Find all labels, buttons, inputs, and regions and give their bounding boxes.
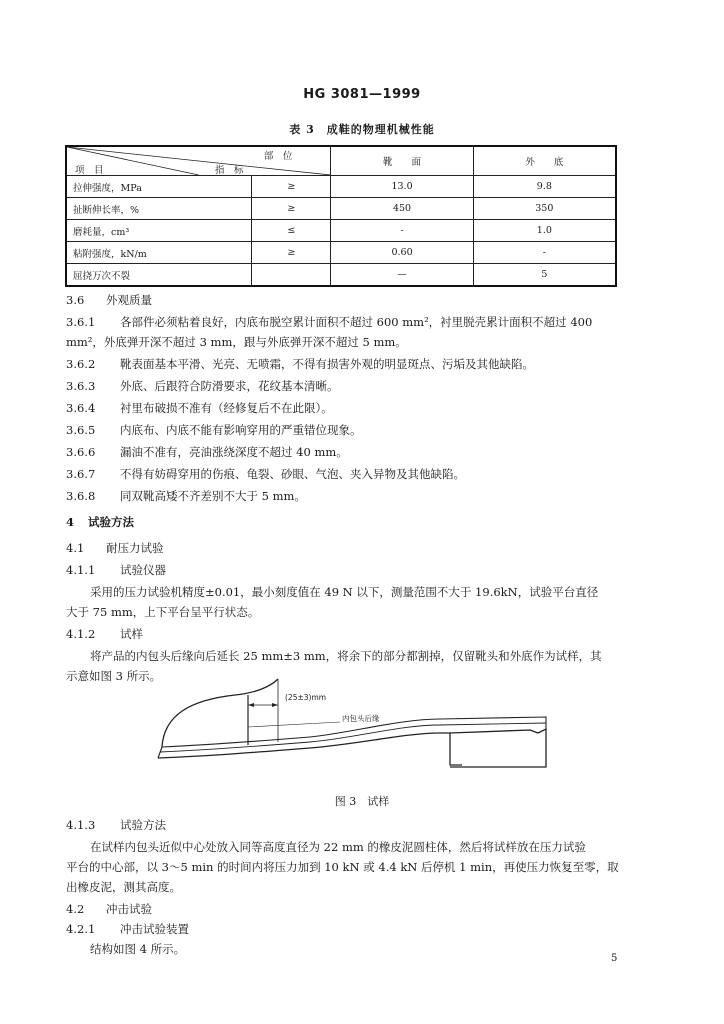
clause-3-6-1-cont: mm²，外底弹开深不超过 3 mm，跟与外底弹开深不超过 5 mm。 bbox=[66, 335, 407, 349]
section-number: 4.2.1 bbox=[66, 922, 96, 936]
table-row bbox=[66, 220, 616, 242]
section-title: 试验方法 bbox=[120, 818, 166, 832]
boot-specimen-drawing bbox=[150, 675, 570, 780]
para-4-1-3-line2: 平台的中心部，以 3～5 min 的时间内将压力加到 10 kN 或 4.4 kN 后停机 1 min，再使压力恢复至零，取 bbox=[66, 860, 619, 874]
para-4-1-1-line1: 采用的压力试验机精度±0.01，最小刻度值在 49 N 以下，测量范围不大于 19.6kN，试验平台直径 bbox=[90, 585, 599, 599]
clause-3-6-2 bbox=[66, 354, 534, 374]
page-header: HG 3081—1999 bbox=[303, 87, 421, 102]
clause-3-6-7 bbox=[66, 464, 465, 484]
corner-label-xiangmu: 项 目 bbox=[75, 165, 104, 176]
row-upper-value: 450 bbox=[331, 198, 473, 220]
clause-number: 3.6.6 bbox=[66, 445, 96, 459]
sole-bottom-line bbox=[158, 733, 462, 765]
col-header-upper: 靴 面 bbox=[331, 146, 473, 176]
clause-3-6-3 bbox=[66, 376, 339, 396]
section-4-1-3 bbox=[66, 815, 166, 835]
section-4-1-2 bbox=[66, 624, 143, 644]
clause-number: 3.6.5 bbox=[66, 423, 96, 437]
section-title: 试验仪器 bbox=[120, 563, 166, 577]
section-4-2 bbox=[66, 899, 152, 919]
row-upper-value: 0.60 bbox=[331, 242, 473, 264]
row-symbol: ≥ bbox=[252, 198, 331, 220]
figure-3 bbox=[150, 675, 570, 780]
section-title: 冲击试验装置 bbox=[120, 922, 189, 936]
clause-text: 衬里布破损不准有（经修复后不在此限）。 bbox=[120, 401, 333, 415]
clause-text: 不得有妨碍穿用的伤痕、龟裂、砂眼、气泡、夹入异物及其他缺陷。 bbox=[120, 467, 465, 481]
clause-3-6-1 bbox=[66, 312, 592, 332]
label-leader bbox=[248, 722, 340, 727]
clause-text: 同双靴高矮不齐差别不大于 5 mm。 bbox=[120, 489, 306, 503]
clause-number: 3.6.3 bbox=[66, 379, 96, 393]
section-title: 冲击试验 bbox=[106, 902, 152, 916]
clause-number: 3.6.2 bbox=[66, 357, 96, 371]
row-upper-value: 13.0 bbox=[331, 176, 473, 198]
edge-label: 内包头后缘 bbox=[342, 714, 380, 723]
corner-label-zhibiao: 指 标 bbox=[215, 165, 244, 176]
clause-text: 内底布、内底不能有影响穿用的严重错位现象。 bbox=[120, 423, 362, 437]
row-sole-value: - bbox=[473, 242, 616, 264]
row-item: 拉伸强度，MPa bbox=[66, 176, 252, 198]
section-title: 外观质量 bbox=[106, 293, 152, 307]
section-title: 试验方法 bbox=[88, 515, 134, 529]
table-row bbox=[66, 176, 616, 198]
row-item: 扯断伸长率，% bbox=[66, 198, 252, 220]
table-header-row bbox=[66, 146, 616, 176]
col-header-sole: 外 底 bbox=[473, 146, 616, 176]
dimension-label: (25±3)mm bbox=[285, 693, 327, 702]
sole-mid-line bbox=[160, 723, 546, 752]
clause-text: 各部件必须粘着良好，内底布脱空累计面积不超过 600 mm²，衬里脱壳累计面积不超过 400 bbox=[120, 315, 593, 329]
row-item: 屈挠万次不裂 bbox=[66, 264, 252, 287]
row-symbol: ≤ bbox=[252, 220, 331, 242]
clause-3-6-4 bbox=[66, 398, 333, 418]
row-upper-value: — bbox=[331, 264, 473, 287]
row-sole-value: 5 bbox=[473, 264, 616, 287]
row-sole-value: 9.8 bbox=[473, 176, 616, 198]
toe-cap-outline bbox=[162, 679, 278, 747]
clause-text: 靴表面基本平滑、光亮、无喷霜，不得有损害外观的明显斑点、污垢及其他缺陷。 bbox=[120, 357, 534, 371]
section-number: 4.1.1 bbox=[66, 563, 96, 577]
section-3-6 bbox=[66, 290, 152, 310]
section-4-1-1 bbox=[66, 560, 166, 580]
table-corner-cell bbox=[66, 146, 331, 176]
para-4-1-2-line2: 示意如图 3 所示。 bbox=[66, 669, 162, 683]
clause-text: 外底、后跟符合防滑要求，花纹基本清晰。 bbox=[120, 379, 339, 393]
para-4-2-1: 结构如图 4 所示。 bbox=[90, 942, 186, 956]
clause-3-6-6 bbox=[66, 442, 348, 462]
figure-caption: 图 3 试样 bbox=[334, 795, 390, 808]
row-symbol bbox=[252, 264, 331, 287]
section-4-2-1 bbox=[66, 919, 189, 939]
row-item: 粘附强度，kN/m bbox=[66, 242, 252, 264]
section-4 bbox=[66, 512, 134, 532]
section-number: 4.1 bbox=[66, 541, 85, 555]
section-4-1 bbox=[66, 538, 164, 558]
para-4-1-3-line1: 在试样内包头近似中心处放入同等高度直径为 22 mm 的橡皮泥圆柱体，然后将试样放在压力试验 bbox=[90, 840, 586, 854]
heel-outline bbox=[450, 729, 546, 767]
section-number: 4 bbox=[66, 515, 75, 529]
row-symbol: ≥ bbox=[252, 242, 331, 264]
page-number: 5 bbox=[611, 953, 618, 964]
section-title: 试样 bbox=[120, 627, 143, 641]
sole-tip bbox=[158, 747, 162, 758]
section-number: 4.2 bbox=[66, 902, 85, 916]
section-number: 3.6 bbox=[66, 293, 85, 307]
clause-number: 3.6.8 bbox=[66, 489, 96, 503]
clause-3-6-5 bbox=[66, 420, 362, 440]
table-row bbox=[66, 264, 616, 287]
row-sole-value: 1.0 bbox=[473, 220, 616, 242]
para-4-1-1-line2: 大于 75 mm，上下平台呈平行状态。 bbox=[66, 605, 260, 619]
table-row bbox=[66, 198, 616, 220]
row-symbol: ≥ bbox=[252, 176, 331, 198]
clause-number: 3.6.1 bbox=[66, 315, 96, 329]
para-4-1-3-line3: 出橡皮泥，测其高度。 bbox=[66, 880, 181, 894]
clause-number: 3.6.7 bbox=[66, 467, 96, 481]
corner-label-buwei: 部 位 bbox=[263, 151, 293, 162]
properties-table bbox=[65, 145, 617, 287]
row-upper-value: - bbox=[331, 220, 473, 242]
table-row bbox=[66, 242, 616, 264]
section-number: 4.1.2 bbox=[66, 627, 96, 641]
section-number: 4.1.3 bbox=[66, 818, 96, 832]
row-sole-value: 350 bbox=[473, 198, 616, 220]
para-4-1-2-line1: 将产品的内包头后缘向后延长 25 mm±3 mm，将余下的部分都割掉，仅留靴头和外底作为试样，其 bbox=[90, 649, 602, 663]
row-item: 磨耗量，cm³ bbox=[66, 220, 252, 242]
clause-text: 漏油不准有，亮油涨绕深度不超过 40 mm。 bbox=[120, 445, 348, 459]
table-caption: 表 3 成鞋的物理机械性能 bbox=[289, 123, 435, 136]
section-title: 耐压力试验 bbox=[106, 541, 164, 555]
clause-number: 3.6.4 bbox=[66, 401, 96, 415]
clause-3-6-8 bbox=[66, 486, 306, 506]
